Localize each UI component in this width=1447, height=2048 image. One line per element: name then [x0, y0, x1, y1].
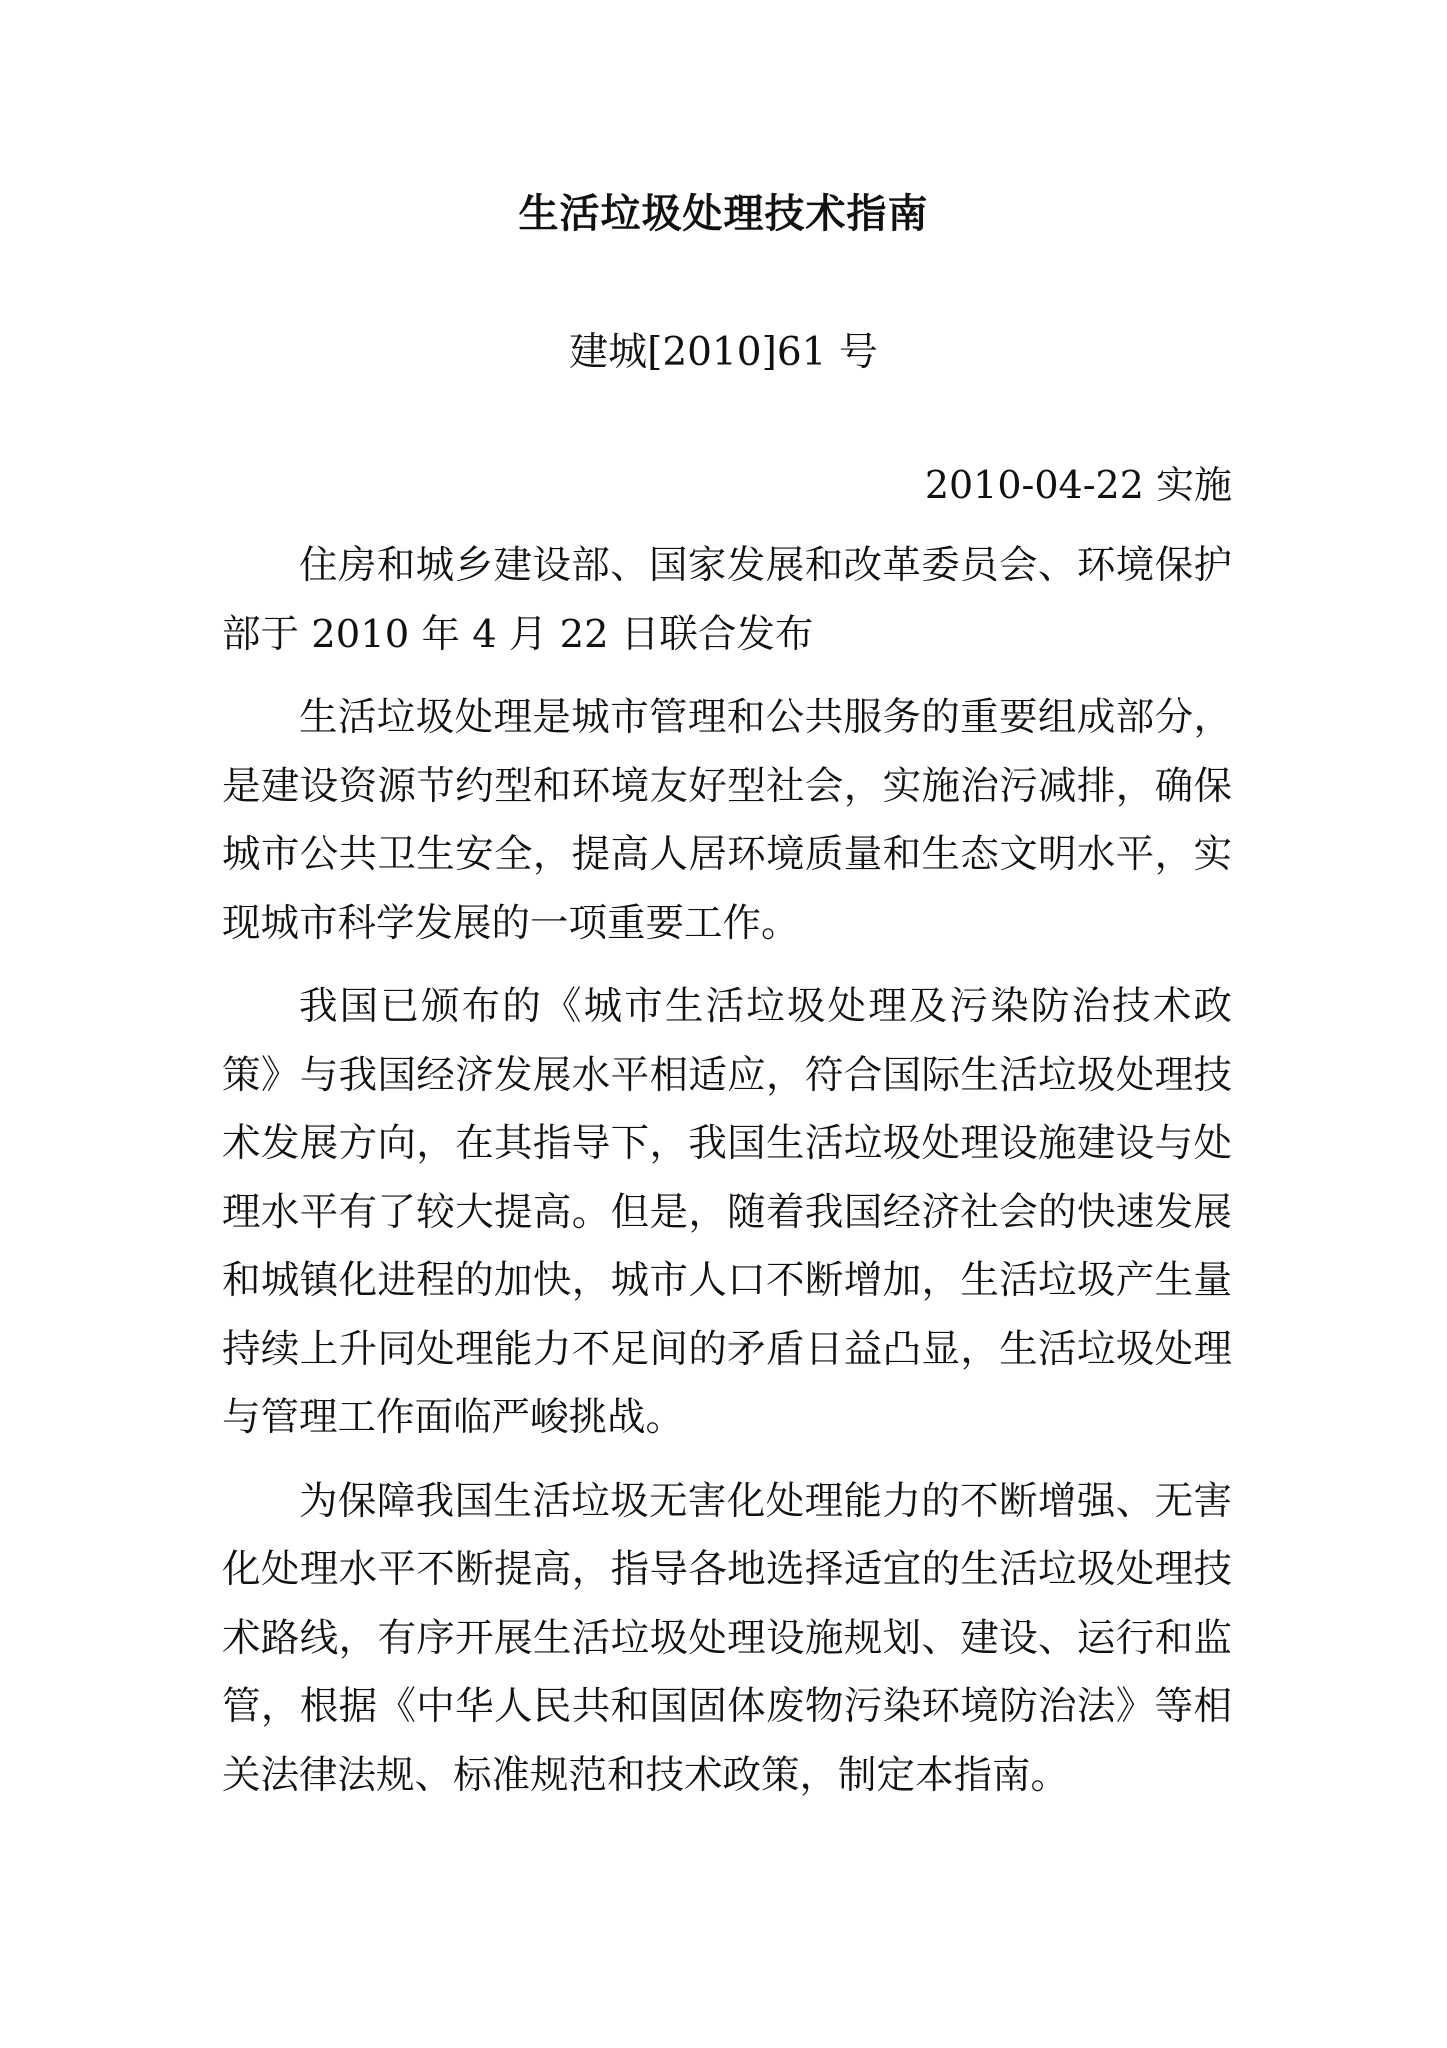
document-title: 生活垃圾处理技术指南	[518, 190, 929, 237]
paragraph-background: 我国已颁布的《城市生活垃圾处理及污染防治技术政策》与我国经济发展水平相适应，符合国际生活垃圾处理技术发展方向，在其指导下，我国生活垃圾处理设施建设与处理水平有了较大提高。但是，随着我国经济社会的快速发展和城镇化进程的加快，城市人口不断增加，生活垃圾产生量持续上升同处理能力不足间的矛盾日益凸显，生活垃圾处理与管理工作面临严峻挑战。	[222, 984, 1232, 1440]
document-body	[222, 532, 1232, 1810]
paragraph-publisher: 住房和城乡建设部、国家发展和改革委员会、环境保护部于 2010 年 4 月 22 日联合发布	[222, 543, 1232, 657]
document-number: 建城[2010]61 号	[569, 330, 878, 375]
paragraph-intro: 生活垃圾处理是城市管理和公共服务的重要组成部分，是建设资源节约型和环境友好型社会，实施治污减排，确保城市公共卫生安全，提高人居环境质量和生态文明水平，实现城市科学发展的一项重要工作。	[222, 695, 1232, 946]
effective-date: 2010-04-22 实施	[924, 463, 1232, 507]
paragraph-purpose: 为保障我国生活垃圾无害化处理能力的不断增强、无害化处理水平不断提高，指导各地选择适宜的生活垃圾处理技术路线，有序开展生活垃圾处理设施规划、建设、运行和监管，根据《中华人民共和国固体废物污染环境防治法》等相关法律法规、标准规范和技术政策，制定本指南。	[222, 1478, 1232, 1798]
